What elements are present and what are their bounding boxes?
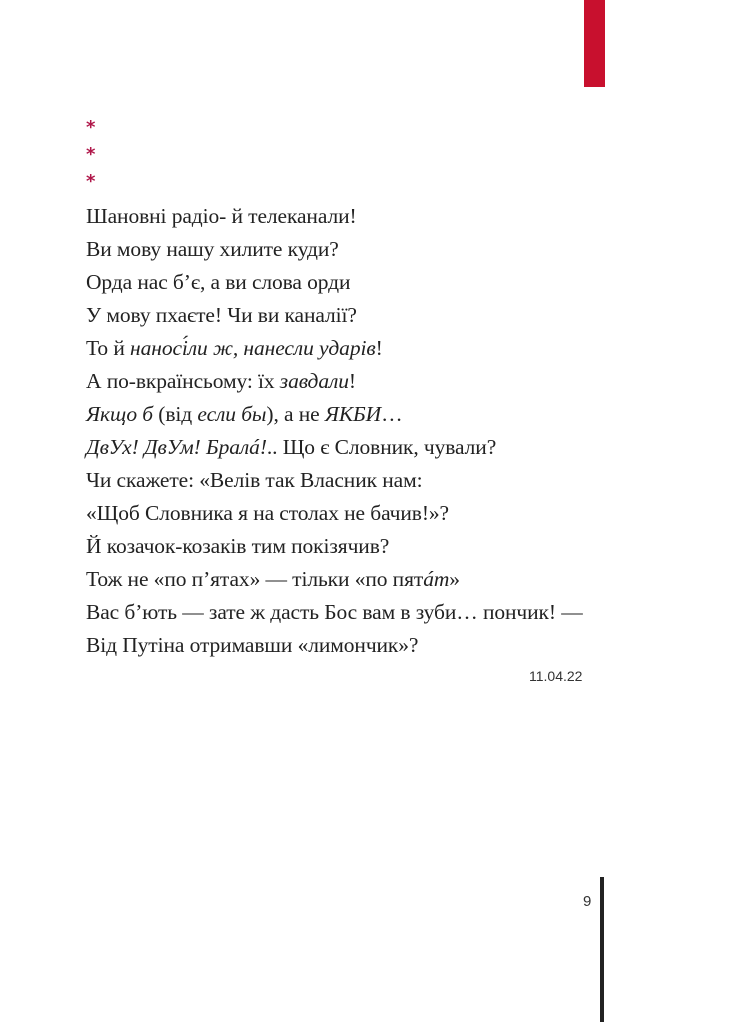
poem-italic-text: наносі́ли ж, нанесли ударів: [130, 336, 376, 360]
top-accent-bar: [584, 0, 605, 87]
poem-text: !: [375, 336, 383, 360]
poem-line: [86, 596, 583, 629]
poem-text: Ви мову нашу хилите куди?: [86, 237, 339, 261]
poem-text: Вас б’ють — зате ж дасть Бос вам в зуби… пончик! —: [86, 600, 583, 624]
poem-text: ), а не: [266, 402, 325, 426]
poem-text: Орда нас б’є, а ви слова орди: [86, 270, 351, 294]
poem-text: »: [449, 567, 460, 591]
poem-line: [86, 563, 583, 596]
poem-line: [86, 299, 583, 332]
poem-text: «Щоб Словника я на столах не бачив!»?: [86, 501, 449, 525]
poem-text: (від: [153, 402, 198, 426]
poem-body: [86, 200, 583, 662]
poem-text: У мову пхаєте! Чи ви каналії?: [86, 303, 357, 327]
star-icon: *: [86, 171, 96, 192]
poem-text: То й: [86, 336, 131, 360]
poem-text: …: [381, 402, 403, 426]
poem-italic-text: ЯКБИ: [324, 402, 382, 426]
poem-italic-text: Якщо б: [86, 402, 154, 426]
poem-line: [86, 266, 583, 299]
poem-line: [86, 200, 583, 233]
poem-line: [86, 629, 583, 662]
poem-italic-text: если бы: [197, 402, 267, 426]
page-number: 9: [583, 893, 592, 910]
page-number-rule: [600, 877, 604, 1022]
poem-date: 11.04.22: [529, 668, 583, 684]
section-separator: [86, 114, 95, 195]
poem-italic-text: завдали: [279, 369, 349, 393]
poem-line: [86, 464, 583, 497]
star-icon: *: [86, 144, 96, 165]
poem-line: [86, 233, 583, 266]
poem-line: [86, 398, 583, 431]
poem-text: Від Путіна отримавши «лимончик»?: [86, 633, 419, 657]
poem-text: Шановні радіо- й телеканали!: [86, 204, 357, 228]
poem-line: [86, 530, 583, 563]
poem-line: [86, 497, 583, 530]
poem-line: [86, 332, 583, 365]
poem-text: .. Що є Словник, чували?: [266, 435, 497, 459]
poem-italic-text: ám: [423, 567, 450, 591]
poem-line: [86, 431, 583, 464]
poem-line: [86, 365, 583, 398]
poem-text: Тож не «по п’ятах» — тільки «по пят: [86, 567, 424, 591]
poem-text: Чи скажете: «Велів так Власник нам:: [86, 468, 423, 492]
star-icon: *: [86, 117, 96, 138]
poem-text: Й козачок-козаків тим покізячив?: [86, 534, 390, 558]
poem-text: А по-вкраїнсьому: їх: [86, 369, 280, 393]
poem-italic-text: ДвУх! ДвУм! Бралá!: [86, 435, 267, 459]
poem-text: !: [348, 369, 356, 393]
